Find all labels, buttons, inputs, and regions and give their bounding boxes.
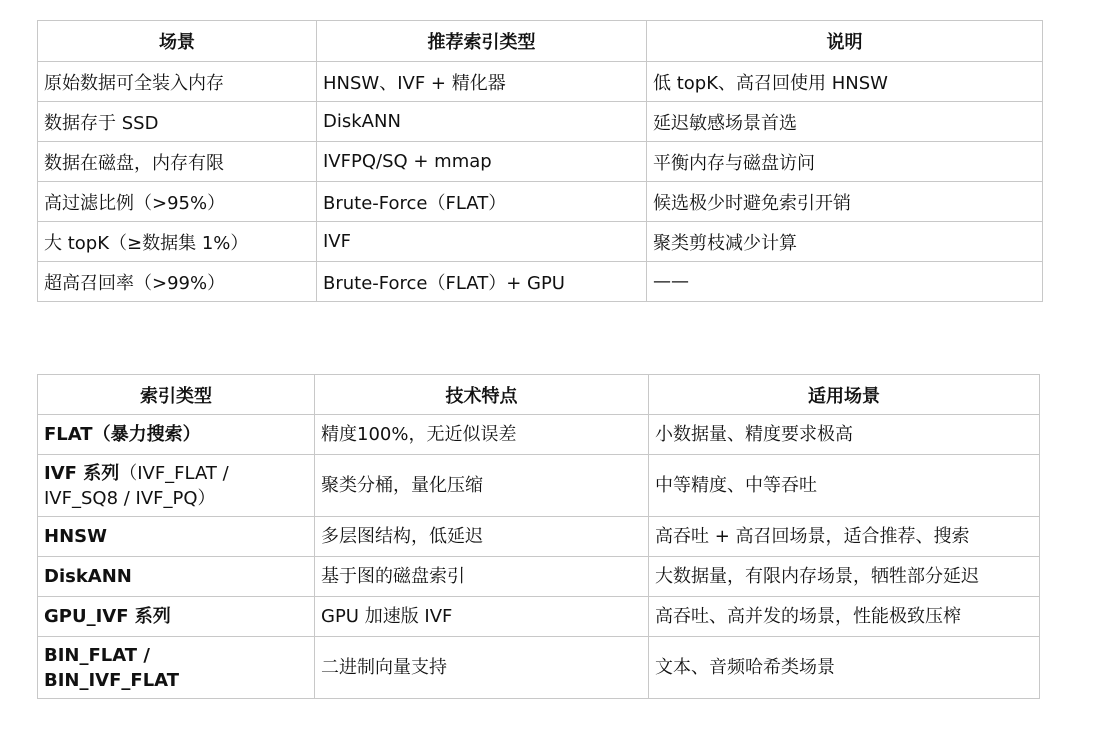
scenario-cell: 高过滤比例（>95%） xyxy=(38,182,317,222)
note-cell: 低 topK、高召回使用 HNSW xyxy=(647,62,1043,102)
index-name: IVF 系列 xyxy=(44,462,120,484)
recommendation-table xyxy=(37,20,1043,302)
index-name-cell xyxy=(38,637,315,699)
table-header-row xyxy=(38,375,1040,415)
index-name-cell xyxy=(38,455,315,517)
index-name-cell xyxy=(38,597,315,637)
table-row xyxy=(38,637,1040,699)
column-header: 索引类型 xyxy=(38,375,315,415)
note-cell: —— xyxy=(647,262,1043,302)
scenario-cell: 数据存于 SSD xyxy=(38,102,317,142)
table-row xyxy=(38,222,1043,262)
table-row xyxy=(38,597,1040,637)
index-type-cell: IVFPQ/SQ + mmap xyxy=(317,142,647,182)
table-header-row xyxy=(38,21,1043,62)
feature-cell: GPU 加速版 IVF xyxy=(315,597,649,637)
note-cell: 延迟敏感场景首选 xyxy=(647,102,1043,142)
index-name-cell xyxy=(38,415,315,455)
table-row xyxy=(38,62,1043,102)
index-type-cell: IVF xyxy=(317,222,647,262)
index-name: HNSW xyxy=(44,526,107,547)
index-name-line2: BIN_IVF_FLAT xyxy=(44,669,179,691)
index-type-table xyxy=(37,374,1040,699)
index-name-variants-line2: IVF_SQ8 / IVF_PQ） xyxy=(44,487,216,509)
table-row xyxy=(38,142,1043,182)
index-type-cell: Brute-Force（FLAT）+ GPU xyxy=(317,262,647,302)
scene-cell: 文本、音频哈希类场景 xyxy=(649,637,1040,699)
scenario-cell: 原始数据可全装入内存 xyxy=(38,62,317,102)
scene-cell: 高吞吐、高并发的场景，性能极致压榨 xyxy=(649,597,1040,637)
table-row xyxy=(38,557,1040,597)
scenario-cell: 数据在磁盘，内存有限 xyxy=(38,142,317,182)
feature-cell: 聚类分桶，量化压缩 xyxy=(315,455,649,517)
index-type-cell: HNSW、IVF + 精化器 xyxy=(317,62,647,102)
table-row xyxy=(38,262,1043,302)
table-row xyxy=(38,415,1040,455)
column-header: 说明 xyxy=(647,21,1043,62)
index-name: BIN_FLAT / xyxy=(44,644,150,666)
scenario-cell: 超高召回率（>99%） xyxy=(38,262,317,302)
feature-cell: 精度100%，无近似误差 xyxy=(315,415,649,455)
feature-cell: 基于图的磁盘索引 xyxy=(315,557,649,597)
index-name: FLAT（暴力搜索） xyxy=(44,424,201,445)
table-row xyxy=(38,455,1040,517)
index-name-cell xyxy=(38,517,315,557)
feature-cell: 二进制向量支持 xyxy=(315,637,649,699)
column-header: 技术特点 xyxy=(315,375,649,415)
scene-cell: 高吞吐 + 高召回场景，适合推荐、搜索 xyxy=(649,517,1040,557)
table-row xyxy=(38,102,1043,142)
column-header: 适用场景 xyxy=(649,375,1040,415)
table-row xyxy=(38,517,1040,557)
feature-cell: 多层图结构，低延迟 xyxy=(315,517,649,557)
index-name-cell xyxy=(38,557,315,597)
index-type-cell: Brute-Force（FLAT） xyxy=(317,182,647,222)
index-type-cell: DiskANN xyxy=(317,102,647,142)
scene-cell: 小数据量、精度要求极高 xyxy=(649,415,1040,455)
scene-cell: 中等精度、中等吞吐 xyxy=(649,455,1040,517)
index-name: DiskANN xyxy=(44,566,132,587)
column-header: 推荐索引类型 xyxy=(317,21,647,62)
table-row xyxy=(38,182,1043,222)
index-name-variants: （IVF_FLAT / xyxy=(119,462,229,484)
scene-cell: 大数据量，有限内存场景，牺牲部分延迟 xyxy=(649,557,1040,597)
scenario-cell: 大 topK（≥数据集 1%） xyxy=(38,222,317,262)
index-name: GPU_IVF 系列 xyxy=(44,606,171,627)
column-header: 场景 xyxy=(38,21,317,62)
note-cell: 聚类剪枝减少计算 xyxy=(647,222,1043,262)
note-cell: 候选极少时避免索引开销 xyxy=(647,182,1043,222)
note-cell: 平衡内存与磁盘访问 xyxy=(647,142,1043,182)
